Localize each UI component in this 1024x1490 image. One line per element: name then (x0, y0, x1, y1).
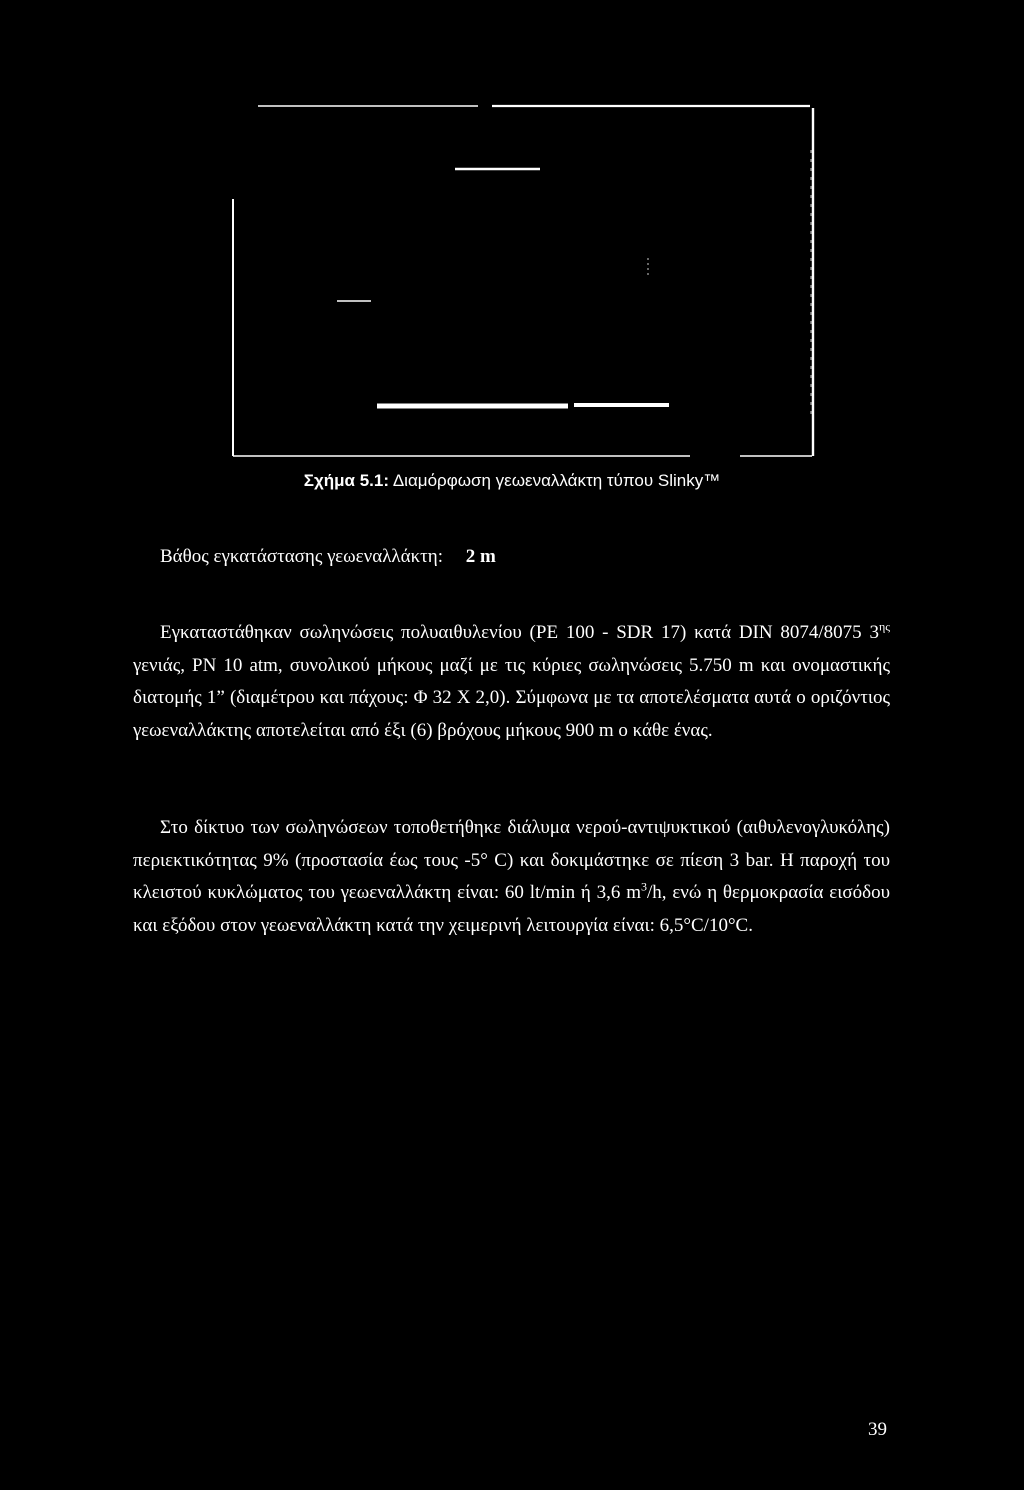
paragraph-pipes-superscript: ης (878, 619, 890, 634)
page-number: 39 (868, 1419, 887, 1440)
paragraph-antifreeze-text-b: /h, ενώ η θερμοκρασία εισόδου και εξόδου στον γεωεναλλάκτη κατά την χειμερινή λειτουργία είναι: 6,5°C/10°C. (133, 882, 890, 936)
diagram-outline (0, 0, 1024, 470)
installation-depth (160, 546, 496, 568)
figure-caption-label: Σχήμα 5.1: (303, 471, 390, 490)
paragraph-antifreeze-text-a: Στο δίκτυο των σωληνώσεων τοποθετήθηκε διάλυμα νερού-αντιψυκτικού (αιθυλενογλυκόλης) περιεκτικότητας 9% (προστασία έως τους -5° C) και δοκιμάστηκε σε πίεση 3 bar. Η παροχή του κλειστού κυκλώματος του γεωεναλλάκτη είναι: 60 lt/min ή 3,6 m (133, 817, 890, 903)
paragraph-pipes (133, 617, 890, 747)
paragraph-antifreeze-superscript: 3 (640, 879, 647, 894)
paragraph-pipes-text-b: γενιάς, PN 10 atm, συνολικού μήκους μαζί με τις κύριες σωληνώσεις 5.750 m και ονομαστικής διατομής 1” (διαμέτρου και πάχους: Φ 32 Χ 2,0). Σύμφωνα με τα αποτελέσματα αυτά ο οριζόντιος γεωεναλλάκτης αποτελείται από έξι (6) βρόχους μήκους 900 m ο κάθε ένας. (133, 654, 890, 741)
figure-caption (0, 471, 1024, 491)
figure-slinky-diagram (0, 0, 1024, 470)
figure-caption-text: Διαμόρφωση γεωεναλλάκτη τύπου Slinky™ (392, 471, 721, 490)
paragraph-antifreeze (133, 812, 890, 942)
paragraph-pipes-text-a: Εγκαταστάθηκαν σωληνώσεις πολυαιθυλενίου (PE 100 - SDR 17) κατά DIN 8074/8075 3 (160, 622, 879, 643)
installation-depth-value: 2 m (465, 546, 496, 567)
installation-depth-label: Βάθος εγκατάστασης γεωεναλλάκτη: (160, 546, 443, 567)
